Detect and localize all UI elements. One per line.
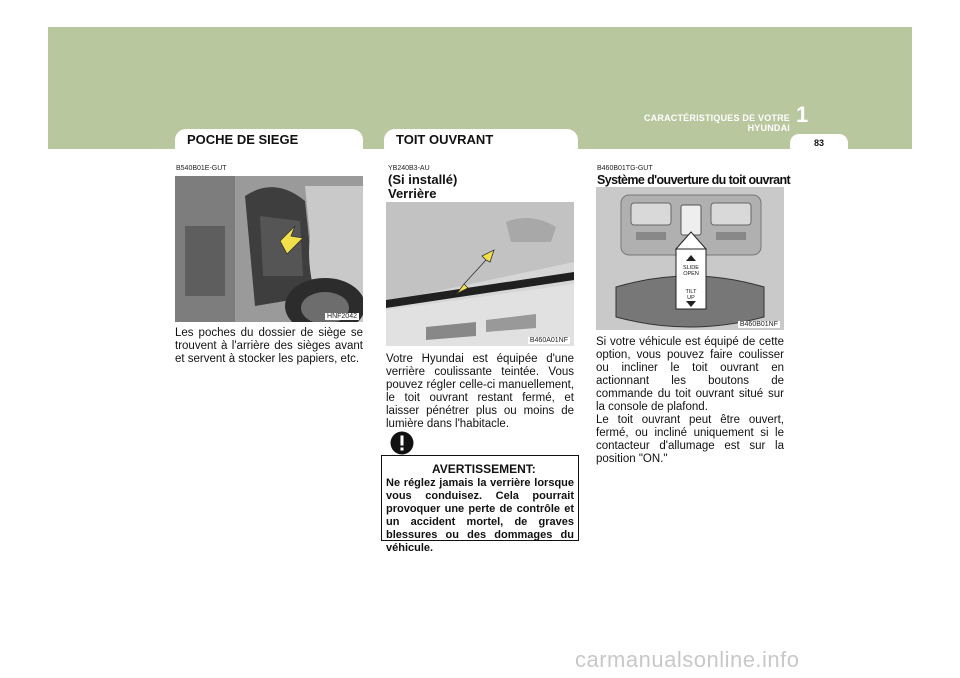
slide-label: SLIDE — [683, 265, 699, 271]
warning-box — [381, 455, 579, 554]
seat-pocket-image-id: HNF2042 — [327, 313, 357, 320]
sunroof-heading-2: Verrière — [388, 186, 437, 201]
sunroof-code: YB240B3-AU — [388, 165, 430, 172]
watermark: carmanualsonline.info — [575, 647, 800, 672]
tilt-label: TILT — [685, 289, 697, 295]
slide-open-button — [676, 265, 706, 277]
warning-title: AVERTISSEMENT: — [432, 462, 536, 476]
warning-icon — [390, 431, 414, 455]
chapter-number: 1 — [796, 102, 809, 127]
opening-system-code: B460B01TG-GUT — [597, 165, 653, 172]
section-tab-sunroof: TOIT OUVRANT — [384, 129, 578, 151]
opening-system-image-id: B460B01NF — [739, 321, 778, 328]
opening-system-photo — [596, 187, 784, 330]
open-label: OPEN — [683, 271, 699, 277]
opening-system-body: Si votre véhicule est équipé de cette option, vous pouvez faire coulisser ou incliner le toit ouvrant en actionnant les boutons de commande du toit ouvrant situé sur la console de plafond. Le toit ouvrant peut être ouvert, fermé, ou incliné uniquement si le contacteur d'allumage est sur la position "ON." — [596, 336, 784, 465]
tilt-up-button — [676, 289, 706, 301]
seat-pocket-photo — [175, 176, 363, 322]
up-label: UP — [687, 295, 695, 301]
seat-pocket-illustration — [175, 176, 363, 322]
page-number: 83 — [790, 134, 848, 152]
sunroof-image-id: B460A01NF — [529, 337, 568, 344]
sunroof-illustration — [386, 202, 574, 346]
seat-pocket-code: B540B01E-GUT — [176, 165, 227, 172]
sunroof-body: Votre Hyundai est équipée d'une verrière coulissante teintée. Vous pouvez régler celle-ci manuellement, le toit ouvrant restant fermé, et laisser pénétrer plus ou moins de lumière dans l'habitacle. — [386, 353, 574, 430]
chapter-title: CARACTÉRISTIQUES DE VOTRE HYUNDAI — [643, 113, 790, 133]
overhead-console-illustration — [596, 187, 784, 330]
sunroof-heading-1: (Si installé) — [388, 172, 458, 187]
section-tab-seat-pocket: POCHE DE SIEGE — [175, 129, 363, 151]
seat-pocket-body: Les poches du dossier de siège se trouvent à l'arrière des sièges avant et servent à stocker les papiers, etc. — [175, 327, 363, 365]
sunroof-photo — [386, 202, 574, 346]
opening-system-heading: Système d'ouverture du toit ouvrant — [597, 173, 791, 187]
warning-text: Ne réglez jamais la verrière lorsque vous conduisez. Cela pourrait provoquer une perte de contrôle et un accident mortel, de graves blessures ou des dommages du véhicule. — [386, 477, 574, 554]
